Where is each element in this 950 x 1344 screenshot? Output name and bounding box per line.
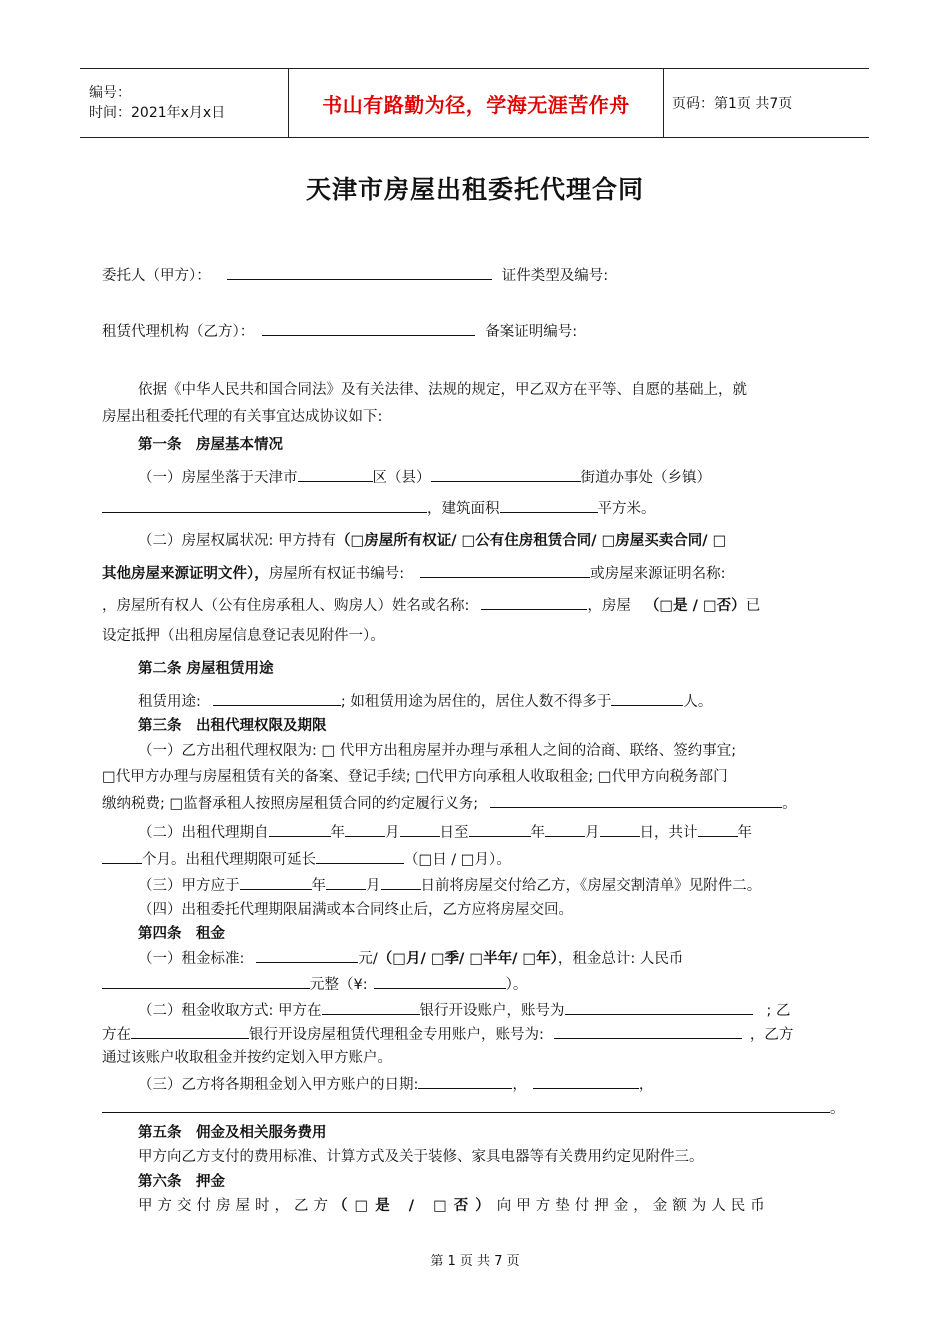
end-day-blank[interactable] — [600, 820, 640, 837]
contract-title: 天津市房屋出租委托代理合同 — [305, 175, 644, 204]
end-month-blank[interactable] — [545, 820, 585, 837]
extension-unit-options: （□日 / □月）。 — [404, 852, 511, 868]
art3-extension-label: 个月。出租代理期限可延长 — [142, 852, 316, 868]
art4-yuan-per: 元/ — [358, 951, 378, 967]
art2-person-unit: 人。 — [683, 694, 713, 710]
art4-agent-in: 方在 — [102, 1027, 131, 1043]
art2-usage-line — [138, 689, 712, 711]
art4-rent-label: （一）租金标准: — [138, 951, 245, 967]
rent-period-options: （□月/ □季/ □半年/ □年） — [377, 951, 558, 967]
handover-day-blank[interactable] — [381, 873, 421, 890]
intro-line-1: 依据《中华人民共和国合同法》及有关法律、法规的规定，甲乙双方在平等、自愿的基础上，就 — [138, 382, 747, 398]
art3-return-line: （四）出租委托代理期限届满或本合同终止后，乙方应将房屋交回。 — [138, 902, 573, 918]
art3-authority-line-1: （一）乙方出租代理权限为: □ 代甲方出租房屋并办理与承租人之间的洽商、联络、签约事宜; — [138, 743, 737, 759]
deposit-options: （□是 / □否） — [333, 1198, 497, 1214]
art1-ownership-label: （二）房屋权属状况: 甲方持有 — [138, 533, 336, 549]
art4-transfer-line: 通过该账户收取租金并按约定划入甲方账户。 — [102, 1050, 392, 1066]
usage-blank[interactable] — [213, 689, 341, 706]
page-footer: 第 1 页 共 7 页 — [430, 1254, 520, 1269]
agent-record-label: 备案证明编号: — [485, 324, 578, 340]
art4-total-close: ）。 — [505, 977, 528, 993]
end-year-blank[interactable] — [469, 820, 531, 837]
document-number-label: 编号： — [89, 85, 131, 101]
art4-total-label: 元整（¥: — [310, 977, 368, 993]
mortgage-options: （□是 / □否） — [644, 598, 746, 614]
art1-ownership-line — [138, 529, 726, 550]
art1-cert-no-label: 房屋所有权证书编号: — [268, 566, 405, 582]
art4-payment-label: （二）租金收取方式: 甲方在 — [138, 1003, 322, 1019]
art6-deposit-amount-label: 向甲方垫付押金，金额为人民币 — [496, 1198, 770, 1214]
art6-deposit-line — [138, 1194, 770, 1215]
comma: ， — [638, 1077, 654, 1093]
year-label: 年 — [330, 825, 345, 841]
art3-authority-line-3 — [102, 791, 797, 813]
owner-bank-blank[interactable] — [322, 998, 420, 1015]
article-4-heading: 第四条 租金 — [138, 926, 225, 942]
comma: ， — [512, 1077, 527, 1093]
art1-source-label: 或房屋来源证明名称: — [590, 566, 726, 582]
art4-continue-b: ; 乙 — [766, 1003, 791, 1019]
art1-area-unit: 平方米。 — [597, 501, 656, 517]
principal-blank[interactable] — [227, 263, 492, 280]
day-total-label: 日，共计 — [639, 825, 698, 841]
year-label: 年 — [311, 878, 326, 894]
art4-payment-line — [138, 998, 791, 1020]
year-label: 年 — [737, 825, 752, 841]
art4-agent-continue: ，乙方 — [749, 1027, 794, 1043]
address-blank[interactable] — [102, 496, 427, 513]
art1-mortgage-line: 设定抵押（出租房屋信息登记表见附件一）。 — [102, 628, 385, 644]
art3-authority-line-2: □代甲方办理与房屋租赁有关的备案、登记手续; □代甲方向承租人收取租金; □代甲方向税务部门 — [102, 769, 728, 785]
owner-name-blank[interactable] — [481, 593, 587, 610]
art5-fees-line: 甲方向乙方支付的费用标准、计算方式及关于装修、家具电器等有关费用约定见附件三。 — [138, 1149, 704, 1165]
art2-occupants-label: ; 如租赁用途为居住的，居住人数不得多于 — [340, 694, 612, 710]
header-left-cell — [80, 69, 289, 137]
agent-account-blank[interactable] — [554, 1022, 742, 1039]
month-label: 月 — [366, 878, 381, 894]
art2-usage-label: 租赁用途: — [138, 694, 201, 710]
article-6-heading: 第六条 押金 — [138, 1174, 225, 1190]
intro-line-2: 房屋出租委托代理的有关事宜达成协议如下: — [102, 409, 383, 425]
handover-year-blank[interactable] — [240, 873, 312, 890]
art3-handover-text: 日前将房屋交付给乙方，《房屋交割清单》见附件二。 — [420, 878, 762, 894]
art3-period-mark: 。 — [782, 796, 797, 812]
art1-certificate-line — [102, 561, 726, 583]
area-blank[interactable] — [500, 496, 598, 513]
agent-label: 租赁代理机构（乙方）： — [102, 324, 255, 340]
principal-id-label: 证件类型及编号: — [501, 268, 609, 284]
art1-other-docs: 其他房屋来源证明文件）， — [102, 566, 269, 582]
start-day-blank[interactable] — [400, 820, 440, 837]
art4-transfer-date-line — [138, 1072, 653, 1094]
art1-already-label: 已 — [745, 598, 761, 614]
art1-house-label: ，房屋 — [587, 598, 631, 614]
art1-owner-label: ，房屋所有权人（公有住房承租人、购房人）姓名或名称: — [102, 598, 470, 614]
header-table — [80, 68, 869, 138]
header-page-indicator: 页码：第1页 共7页 — [672, 96, 793, 112]
start-year-blank[interactable] — [269, 820, 331, 837]
transfer-date-blank-2[interactable] — [533, 1072, 639, 1089]
rent-total-numeric-blank[interactable] — [374, 972, 506, 989]
art3-handover-label: （三）甲方应于 — [138, 878, 240, 894]
agent-bank-blank[interactable] — [131, 1022, 249, 1039]
article-2-heading: 第二条 房屋租赁用途 — [138, 661, 274, 677]
rent-amount-blank[interactable] — [256, 946, 358, 963]
district-blank[interactable] — [298, 465, 373, 482]
header-motto-cell — [289, 69, 664, 137]
art4-transfer-date-label: （三）乙方将各期租金划入甲方账户的日期: — [138, 1077, 419, 1093]
art4-agent-account-label: 银行开设房屋租赁代理租金专用账户，账号为: — [249, 1027, 544, 1043]
agent-blank[interactable] — [262, 319, 475, 336]
art1-location-line — [138, 465, 711, 487]
art6-deposit-label: 甲方交付房屋时，乙方 — [138, 1198, 333, 1214]
art3-term-line — [138, 820, 752, 842]
month-label: 月 — [585, 825, 600, 841]
art1-area-label: ，建筑面积 — [427, 501, 500, 517]
extension-blank[interactable] — [316, 847, 404, 864]
art4-total-line — [102, 972, 527, 994]
transfer-date-more-blank[interactable] — [102, 1096, 830, 1113]
art4-agent-account-line — [102, 1022, 793, 1044]
article-1-heading: 第一条 房屋基本情况 — [138, 437, 283, 453]
agent-line — [102, 319, 577, 341]
total-years-blank[interactable] — [698, 820, 738, 837]
principal-label: 委托人（甲方）： — [102, 268, 211, 284]
article-3-heading: 第三条 出租代理权限及期限 — [138, 718, 327, 734]
year-label: 年 — [530, 825, 545, 841]
art4-rent-line — [138, 946, 683, 968]
authority-other-blank[interactable] — [490, 791, 782, 808]
art4-period-mark: 。 — [830, 1101, 845, 1117]
art1-location-label: （一）房屋坐落于天津市 — [138, 470, 298, 486]
art4-account-label: 银行开设账户，账号为 — [419, 1003, 565, 1019]
art1-street-label: 街道办事处（乡镇） — [580, 470, 711, 486]
owner-account-blank[interactable] — [565, 998, 753, 1015]
art1-district-label: 区（县） — [372, 470, 431, 486]
art3-term-label: （二）出租代理期自 — [138, 825, 269, 841]
art4-rent-total-label: ，租金总计: 人民币 — [557, 951, 684, 967]
cert-no-blank[interactable] — [420, 561, 590, 578]
occupants-blank[interactable] — [611, 689, 683, 706]
month-label: 月 — [385, 825, 400, 841]
day-to-label: 日至 — [439, 825, 469, 841]
article-5-heading: 第五条 佣金及相关服务费用 — [138, 1125, 327, 1141]
art1-area-line — [102, 496, 656, 518]
rent-total-blank[interactable] — [102, 972, 310, 989]
art4-transfer-more-line — [102, 1096, 845, 1118]
motto-text: 书山有路勤为径，学海无涯苦作舟 — [322, 92, 630, 117]
principal-line — [102, 263, 608, 285]
start-month-blank[interactable] — [345, 820, 385, 837]
handover-month-blank[interactable] — [326, 873, 366, 890]
art1-ownership-options: （□房屋所有权证/ □公有住房租赁合同/ □房屋买卖合同/ □ — [336, 533, 727, 549]
art3-handover-line — [138, 873, 761, 895]
transfer-date-blank-1[interactable] — [418, 1072, 512, 1089]
art3-authority-text: 缴纳税费; □监督承租人按照房屋租赁合同的约定履行义务; — [102, 796, 479, 812]
art1-owner-line — [102, 593, 760, 615]
total-months-blank[interactable] — [102, 847, 142, 864]
header-page-cell — [664, 69, 869, 137]
art3-extension-line — [102, 847, 511, 869]
street-blank[interactable] — [431, 465, 581, 482]
document-time: 时间：2021年x月x日 — [89, 105, 226, 121]
